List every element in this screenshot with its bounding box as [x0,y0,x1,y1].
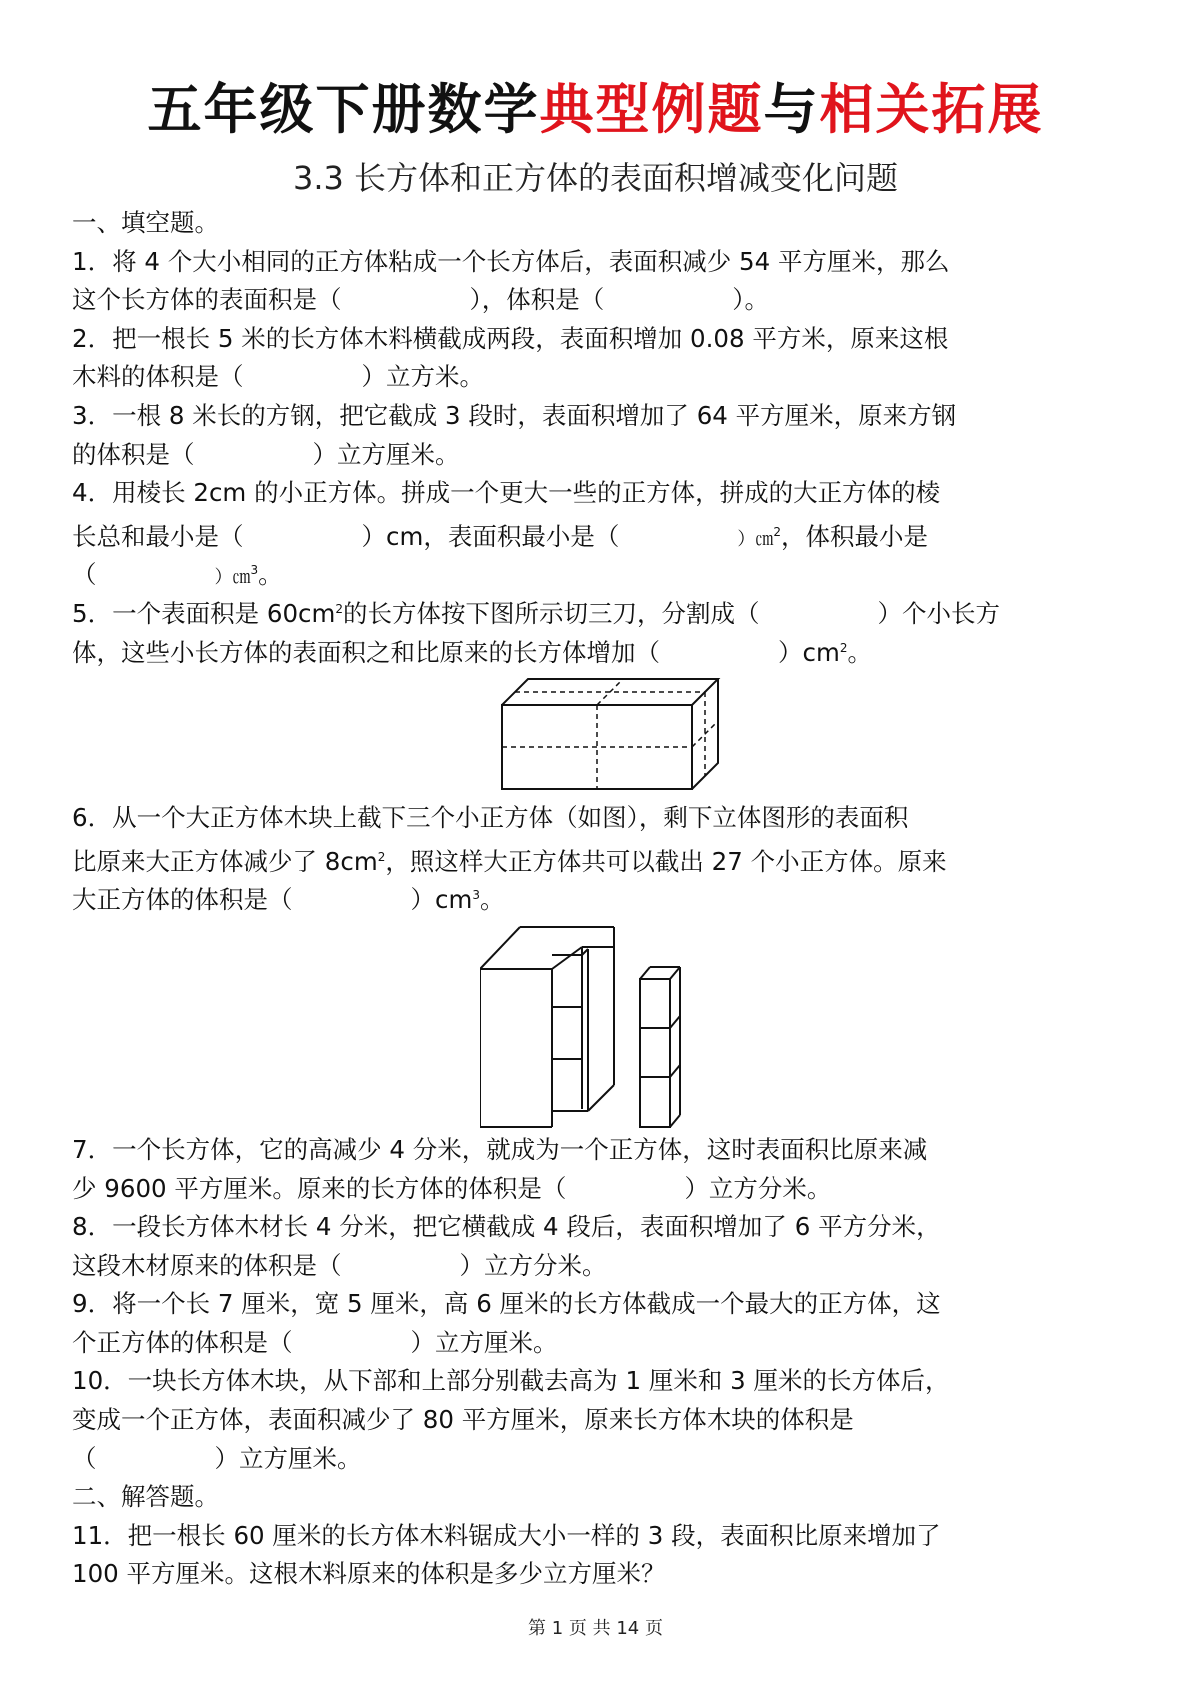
q8-text-a: 这段木材原来的体积是（ [72,1250,342,1280]
title-part-2: 典型例题 [539,78,764,141]
cuboid-cut-figure [72,671,1122,799]
question-5-line-1 [72,590,1122,629]
title-part-3: 与 [763,78,820,141]
question-10-line-3 [72,1440,1122,1479]
q4-unit: ）㎝ [737,528,774,550]
question-7-line-2 [72,1170,1122,1209]
title-part-1: 五年级下册数学 [147,78,540,141]
q8-text-b: ）立方分米。 [459,1250,607,1280]
question-6-line-2 [72,838,1122,877]
question-4-line-3 [72,551,1122,590]
page-footer: 第 1 页 共 14 页 [528,1618,663,1639]
question-11-line-1: 11．把一根长 60 厘米的长方体木料锯成大小一样的 3 段，表面积比原来增加了 [72,1520,941,1550]
title-part-4: 相关拓展 [819,78,1044,141]
q5-text-f: 。 [847,637,872,667]
question-1-line-1: 1．将 4 个大小相同的正方体粘成一个长方体后，表面积减少 54 平方厘米，那么 [72,246,950,276]
question-2-line-1: 2．把一根长 5 米的长方体木料横截成两段，表面积增加 0.08 平方米，原来这根 [72,323,949,353]
cuboid-diagram [462,671,762,795]
q1-text-a: 这个长方体的表面积是（ [72,285,342,315]
question-10-line-2: 变成一个正方体，表面积减少了 80 平方厘米，原来长方体木块的体积是 [72,1405,854,1435]
q10-text-a: （ [72,1443,97,1473]
question-5-line-2 [72,629,1122,668]
q5-text-a: 5．一个表面积是 60cm [72,599,336,629]
q6-sup-1: 2 [377,849,386,864]
q4-text-d: ，体积最小是 [780,521,928,551]
question-4-line-2 [72,513,1122,552]
q6-text-d: ）cm [410,885,473,915]
q9-text-a: 个正方体的体积是（ [72,1327,293,1357]
question-9-line-1: 9．将一个长 7 厘米，宽 5 厘米，高 6 厘米的长方体截成一个最大的正方体，这 [72,1289,941,1319]
q4-text-e: （ [72,560,97,590]
q4-unit-2-sup: 3 [250,563,259,578]
q7-text-a: 少 9600 平方厘米。原来的长方体的体积是（ [72,1173,567,1203]
q4-text-a: 长总和最小是（ [72,521,244,551]
q4-text-f: 。 [258,560,283,590]
worksheet-content [72,204,1122,1594]
q2-text-b: ）立方米。 [361,362,484,392]
question-3-line-1: 3．一根 8 米长的方钢，把它截成 3 段时，表面积增加了 64 平方厘米，原来方钢 [72,400,957,430]
q6-text-a: 比原来大正方体减少了 8cm [72,846,378,876]
section-1-heading: 一、填空题。 [72,208,219,237]
q6-text-b: ，照这样大正方体共可以截出 27 个小正方体。原来 [385,846,947,876]
cube-diagram [480,919,740,1129]
q5-text-d: 体，这些小长方体的表面积之和比原来的长方体增加（ [72,637,660,667]
question-8-line-1: 8．一段长方体木材长 4 分米，把它横截成 4 段后，表面积增加了 6 平方分米， [72,1212,941,1242]
question-7-line-1: 7．一个长方体，它的高减少 4 分米，就成为一个正方体，这时表面积比原来减 [72,1134,928,1164]
q3-text-b: ）立方厘米。 [312,439,460,469]
q9-text-b: ）立方厘米。 [410,1327,558,1357]
q2-text-a: 木料的体积是（ [72,362,244,392]
question-2-line-2 [72,358,1122,397]
q1-text-c: ）。 [732,285,769,315]
q5-text-b: 的长方体按下图所示切三刀，分割成（ [343,599,760,629]
q4-text-b: ）cm，表面积最小是（ [361,521,620,551]
q5-text-e: ）cm [778,637,840,667]
q10-text-b: ）立方厘米。 [214,1443,362,1473]
page-subtitle: 3.3 长方体和正方体的表面积增减变化问题 [292,159,899,197]
question-10-line-1: 10．一块长方体木块，从下部和上部分别截去高为 1 厘米和 3 厘米的长方体后， [72,1366,950,1396]
q6-sup-2: 3 [472,888,480,903]
q5-text-c: ）个小长方 [877,599,1001,629]
question-1-line-2 [72,281,1122,320]
q7-text-b: ）立方分米。 [684,1173,832,1203]
q1-text-b: ），体积是（ [469,285,605,315]
question-4-line-1: 4．用棱长 2cm 的小正方体。拼成一个更大一些的正方体，拼成的大正方体的棱 [72,478,941,508]
q3-text-a: 的体积是（ [72,439,195,469]
q4-unit-2: ）㎝ [214,567,251,589]
question-11-line-2: 100 平方厘米。这根木料原来的体积是多少立方厘米？ [72,1559,666,1589]
page-title [0,78,1191,142]
section-2-heading: 二、解答题。 [72,1482,219,1512]
q5-sup-2: 2 [839,640,848,655]
q4-unit-sup: 2 [773,524,781,539]
question-8-line-2 [72,1247,1122,1286]
q5-sup-1: 2 [335,601,344,616]
question-9-line-2 [72,1324,1122,1363]
question-3-line-2 [72,436,1122,475]
q6-text-c: 大正方体的体积是（ [72,885,293,915]
question-6-line-3 [72,876,1122,915]
q6-text-e: 。 [479,885,505,915]
question-6-line-1: 6．从一个大正方体木块上截下三个小正方体（如图），剩下立体图形的表面积 [72,803,909,833]
cube-removal-figure [72,919,1122,1131]
